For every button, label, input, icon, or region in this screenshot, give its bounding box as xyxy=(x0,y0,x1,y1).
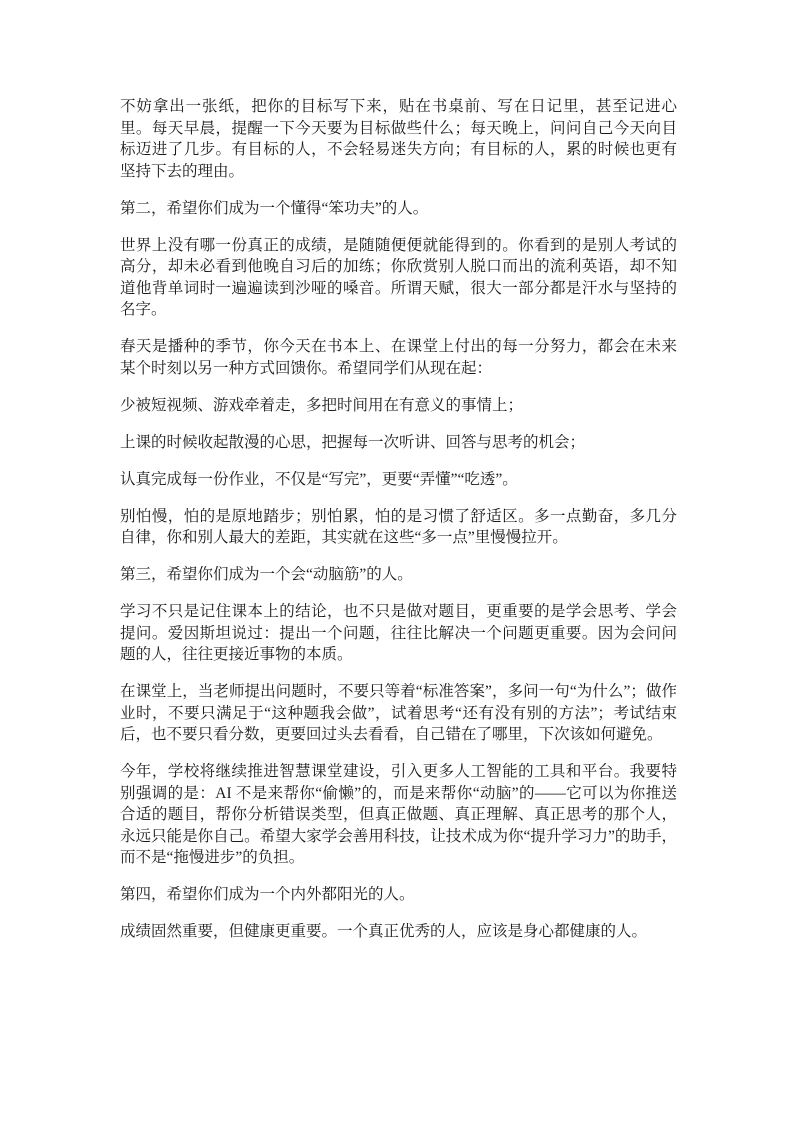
paragraph-less-short-videos: 少被短视频、游戏牵着走，多把时间用在有意义的事情上； xyxy=(120,396,524,414)
document-page xyxy=(120,96,677,958)
section-heading-fourth: 第四，希望你们成为一个内外都阳光的人。 xyxy=(120,886,415,903)
paragraph-spring-sowing: 春天是播种的季节，你今天在书本上、在课堂上付出的每一分努力，都会在未来某个时刻以另一种方式回馈你。希望同学们从现在起： xyxy=(120,338,677,377)
paragraph-health-matters: 成绩固然重要，但健康更重要。一个真正优秀的人，应该是身心都健康的人。 xyxy=(120,923,648,940)
paragraph-hard-work: 世界上没有哪一份真正的成绩，是随随便便就能得到的。你看到的是别人考试的高分，却未必看到他晚自习后的加练；你欣赏别人脱口而出的流利英语，却不知道他背单词时一遍遍读到沙哑的嗓音。所谓天赋，很大一部分都是汗水与坚持的名字。 xyxy=(120,236,677,318)
paragraph-focus-in-class: 上课的时候收起散漫的心思，把握每一次听讲、回答与思考的机会； xyxy=(120,433,586,451)
paragraph-goals-advice: 不妨拿出一张纸，把你的目标写下来，贴在书桌前、写在日记里，甚至记进心里。每天早晨，提醒一下今天要为目标做些什么；每天晚上，问问自己今天向目标迈进了几步。有目标的人，不会轻易迷失方向；有目标的人，累的时候也更有坚持下去的理由。 xyxy=(120,98,677,180)
paragraph-learn-to-think: 学习不只是记住课本上的结论，也不只是做对题目，更重要的是学会思考、学会提问。爱因斯坦说过：提出一个问题，往往比解决一个问题更重要。因为会问问题的人，往往更接近事物的本质。 xyxy=(120,603,677,663)
paragraph-ai-smart-classroom: 今年，学校将继续推进智慧课堂建设，引入更多人工智能的工具和平台。我要特别强调的是：AI 不是来帮你“偷懒”的，而是来帮你“动脑”的——它可以为你推送合适的题目，帮你分析错误类型，但真正做题、真正理解、真正思考的那个人，永远只能是你自己。希望大家学会善用科技，让技术成为你“提升学习力”的助手，而不是“拖慢进步”的负担。 xyxy=(120,763,677,866)
paragraph-ask-why: 在课堂上，当老师提出问题时，不要只等着“标准答案”，多问一句“为什么”；做作业时，不要只满足于“这种题我会做”，试着思考“还有没有别的方法”；考试结束后，也不要只看分数，更要回过头去看看，自己错在了哪里，下次该如何避免。 xyxy=(120,683,677,743)
paragraph-dont-fear-slow: 别怕慢，怕的是原地踏步；别怕累，怕的是习惯了舒适区。多一点勤奋，多几分自律，你和别人最大的差距，其实就在这些“多一点”里慢慢拉开。 xyxy=(120,507,677,546)
section-heading-third: 第三，希望你们成为一个会“动脑筋”的人。 xyxy=(120,566,413,583)
section-heading-second: 第二，希望你们成为一个懂得“笨功夫”的人。 xyxy=(120,199,429,217)
paragraph-finish-homework: 认真完成每一份作业，不仅是“写完”，更要“弄懂”“吃透”。 xyxy=(120,470,518,488)
